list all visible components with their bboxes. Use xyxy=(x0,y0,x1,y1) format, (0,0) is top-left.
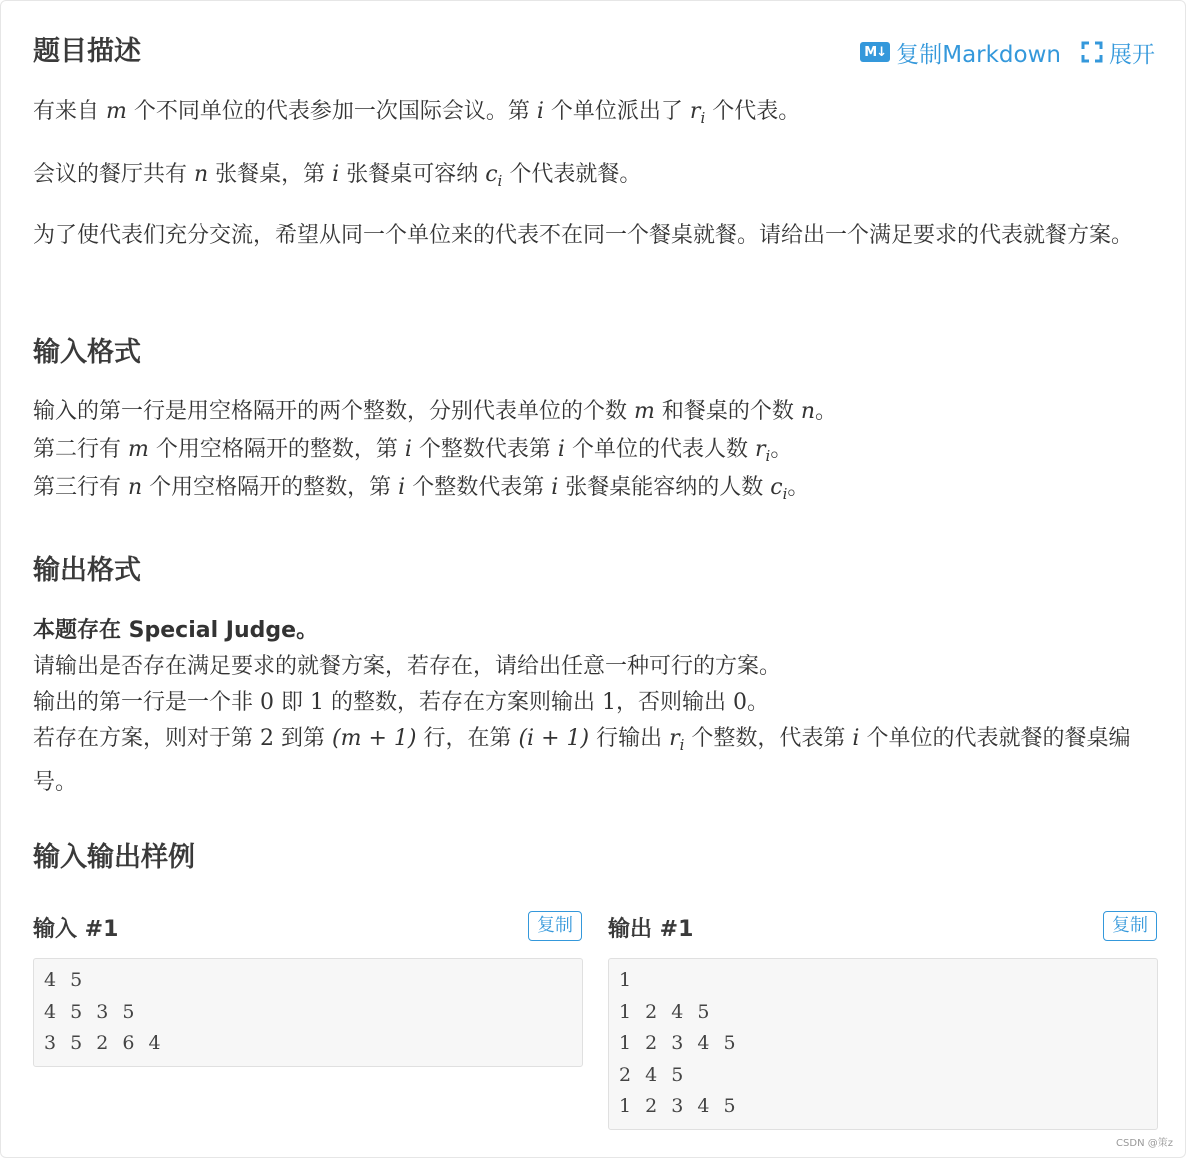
code-line: 1 2 4 5 xyxy=(619,1000,714,1023)
expand-icon xyxy=(1081,41,1103,63)
code-line: 2 4 5 xyxy=(619,1063,688,1086)
markdown-icon: M↓ xyxy=(860,42,890,62)
input-format-line-2: 第二行有 m 个用空格隔开的整数，第 i 个整数代表第 i 个单位的代表人数 $r_i$。 xyxy=(33,437,793,465)
samples-title: 输入输出样例 xyxy=(33,842,195,873)
copy-output-button[interactable]: 复制 xyxy=(1103,911,1157,941)
code-line: 1 2 3 4 5 xyxy=(619,1032,740,1054)
top-actions xyxy=(860,34,1155,70)
input-format-title: 输入格式 xyxy=(33,337,141,368)
input-format-line-3: 第三行有 n 个用空格隔开的整数，第 i 个整数代表第 i 张餐桌能容纳的人数 $c_i$。 xyxy=(33,475,810,503)
code-line: 1 2 3 4 5 xyxy=(619,1095,740,1117)
input-format-line-1: 输入的第一行是用空格隔开的两个整数，分别代表单位的个数 m 和餐桌的个数 n。 xyxy=(33,399,838,424)
copy-markdown-label: 复制Markdown xyxy=(896,41,1061,68)
description-paragraph-1: 有来自 m 个不同单位的代表参加一次国际会议。第 i 个单位派出了 $r_i$ 个代表。 xyxy=(33,99,801,127)
description-title: 题目描述 xyxy=(33,36,141,67)
sample-output-title: 输出 #1 xyxy=(608,917,694,942)
sample-input-title: 输入 #1 xyxy=(33,917,119,942)
description-paragraph-3: 为了使代表们充分交流，希望从同一个单位来的代表不在同一个餐桌就餐。请给出一个满足要求的代表就餐方案。 xyxy=(33,223,1134,248)
sample-output-box[interactable] xyxy=(608,958,1158,1130)
expand-button[interactable] xyxy=(1081,36,1155,69)
description-paragraph-2: 会议的餐厅共有 n 张餐桌，第 i 张餐桌可容纳 $c_i$ 个代表就餐。 xyxy=(33,162,642,190)
expand-label: 展开 xyxy=(1109,41,1155,68)
output-format-line-2: 请输出是否存在满足要求的就餐方案，若存在，请给出任意一种可行的方案。 xyxy=(33,654,782,679)
sample-input-box[interactable] xyxy=(33,958,583,1067)
code-line: 4 5 3 5 xyxy=(44,1000,139,1023)
code-line: 1 xyxy=(619,969,636,991)
code-line: 3 5 2 6 4 xyxy=(44,1032,165,1054)
output-format-line-3: 输出的第一行是一个非 0 即 1 的整数，若存在方案则输出 1，否则输出 0。 xyxy=(33,690,770,715)
output-format-line-1: 本题存在 Special Judge。 xyxy=(33,618,319,643)
copy-markdown-button[interactable] xyxy=(860,36,1061,69)
output-format-title: 输出格式 xyxy=(33,555,141,586)
code-line: 4 5 xyxy=(44,969,87,991)
output-format-line-4: 若存在方案，则对于第 2 到第 (m + 1) 行，在第 (i + 1) 行输出 $r_i$ 个整数，代表第 i 个单位的代表就餐的餐桌编号。 xyxy=(33,726,1131,795)
watermark: CSDN @策z xyxy=(1116,1138,1173,1149)
copy-input-button[interactable]: 复制 xyxy=(528,911,582,941)
